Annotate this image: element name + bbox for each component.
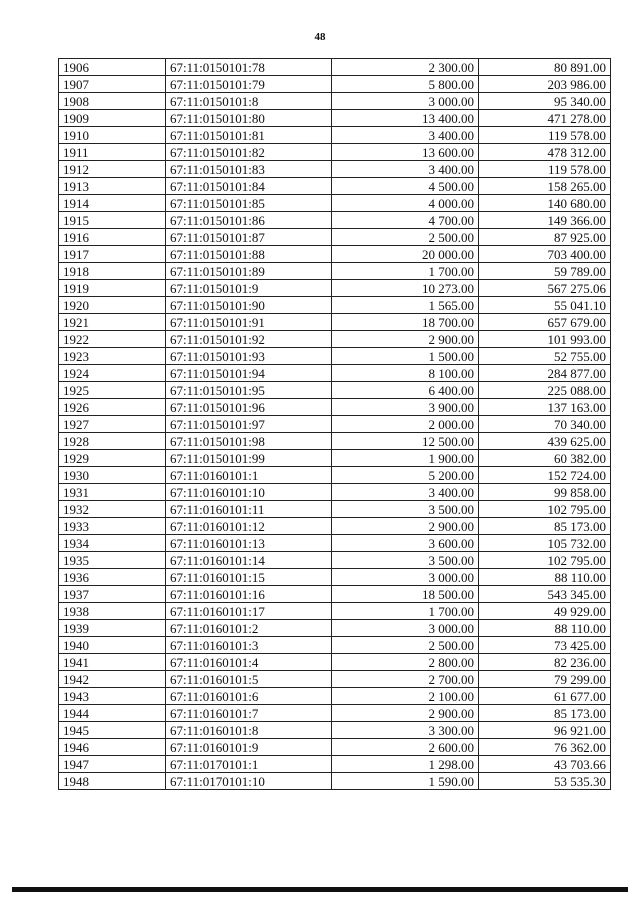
area-cell: 13 600.00 — [332, 144, 479, 161]
row-number-cell: 1927 — [59, 416, 166, 433]
row-number-cell: 1916 — [59, 229, 166, 246]
cadastral-number-cell: 67:11:0150101:8 — [166, 93, 332, 110]
table-row — [59, 773, 611, 790]
area-cell: 2 700.00 — [332, 671, 479, 688]
row-number-cell: 1931 — [59, 484, 166, 501]
area-cell: 1 590.00 — [332, 773, 479, 790]
cadastral-number-cell: 67:11:0160101:1 — [166, 467, 332, 484]
cadastral-number-cell: 67:11:0160101:12 — [166, 518, 332, 535]
cadastral-number-cell: 67:11:0160101:7 — [166, 705, 332, 722]
cadastral-number-cell: 67:11:0150101:95 — [166, 382, 332, 399]
table-row — [59, 127, 611, 144]
area-cell: 1 565.00 — [332, 297, 479, 314]
row-number-cell: 1910 — [59, 127, 166, 144]
table-row — [59, 76, 611, 93]
table-row — [59, 229, 611, 246]
land-registry-table — [58, 58, 611, 790]
table-row — [59, 59, 611, 76]
row-number-cell: 1912 — [59, 161, 166, 178]
area-cell: 18 500.00 — [332, 586, 479, 603]
area-cell: 6 400.00 — [332, 382, 479, 399]
value-cell: 203 986.00 — [479, 76, 611, 93]
cadastral-number-cell: 67:11:0160101:5 — [166, 671, 332, 688]
area-cell: 1 500.00 — [332, 348, 479, 365]
cadastral-number-cell: 67:11:0160101:16 — [166, 586, 332, 603]
value-cell: 80 891.00 — [479, 59, 611, 76]
value-cell: 703 400.00 — [479, 246, 611, 263]
table-row — [59, 705, 611, 722]
row-number-cell: 1940 — [59, 637, 166, 654]
area-cell: 5 800.00 — [332, 76, 479, 93]
value-cell: 88 110.00 — [479, 620, 611, 637]
table-row — [59, 535, 611, 552]
area-cell: 3 300.00 — [332, 722, 479, 739]
cadastral-number-cell: 67:11:0150101:91 — [166, 314, 332, 331]
area-cell: 1 298.00 — [332, 756, 479, 773]
area-cell: 2 500.00 — [332, 637, 479, 654]
value-cell: 140 680.00 — [479, 195, 611, 212]
table-row — [59, 161, 611, 178]
row-number-cell: 1941 — [59, 654, 166, 671]
value-cell: 73 425.00 — [479, 637, 611, 654]
area-cell: 3 400.00 — [332, 127, 479, 144]
area-cell: 3 500.00 — [332, 501, 479, 518]
table-row — [59, 467, 611, 484]
cadastral-number-cell: 67:11:0150101:85 — [166, 195, 332, 212]
value-cell: 99 858.00 — [479, 484, 611, 501]
area-cell: 2 900.00 — [332, 331, 479, 348]
cadastral-number-cell: 67:11:0160101:4 — [166, 654, 332, 671]
row-number-cell: 1918 — [59, 263, 166, 280]
cadastral-number-cell: 67:11:0150101:82 — [166, 144, 332, 161]
row-number-cell: 1908 — [59, 93, 166, 110]
row-number-cell: 1923 — [59, 348, 166, 365]
table-row — [59, 688, 611, 705]
value-cell: 567 275.06 — [479, 280, 611, 297]
cadastral-number-cell: 67:11:0150101:87 — [166, 229, 332, 246]
table-row — [59, 195, 611, 212]
table-row — [59, 280, 611, 297]
row-number-cell: 1917 — [59, 246, 166, 263]
table-row — [59, 331, 611, 348]
area-cell: 2 500.00 — [332, 229, 479, 246]
row-number-cell: 1946 — [59, 739, 166, 756]
table-body — [59, 59, 611, 790]
area-cell: 3 900.00 — [332, 399, 479, 416]
value-cell: 543 345.00 — [479, 586, 611, 603]
area-cell: 4 500.00 — [332, 178, 479, 195]
value-cell: 52 755.00 — [479, 348, 611, 365]
cadastral-number-cell: 67:11:0160101:15 — [166, 569, 332, 586]
table-row — [59, 518, 611, 535]
area-cell: 4 000.00 — [332, 195, 479, 212]
cadastral-number-cell: 67:11:0160101:9 — [166, 739, 332, 756]
row-number-cell: 1907 — [59, 76, 166, 93]
table-row — [59, 671, 611, 688]
table-row — [59, 212, 611, 229]
cadastral-number-cell: 67:11:0150101:9 — [166, 280, 332, 297]
table-row — [59, 552, 611, 569]
table-row — [59, 144, 611, 161]
table-row — [59, 263, 611, 280]
value-cell: 53 535.30 — [479, 773, 611, 790]
value-cell: 137 163.00 — [479, 399, 611, 416]
value-cell: 76 362.00 — [479, 739, 611, 756]
area-cell: 3 600.00 — [332, 535, 479, 552]
area-cell: 3 000.00 — [332, 93, 479, 110]
value-cell: 85 173.00 — [479, 518, 611, 535]
value-cell: 96 921.00 — [479, 722, 611, 739]
table-row — [59, 586, 611, 603]
area-cell: 8 100.00 — [332, 365, 479, 382]
cadastral-number-cell: 67:11:0150101:99 — [166, 450, 332, 467]
cadastral-number-cell: 67:11:0150101:94 — [166, 365, 332, 382]
area-cell: 4 700.00 — [332, 212, 479, 229]
row-number-cell: 1936 — [59, 569, 166, 586]
row-number-cell: 1935 — [59, 552, 166, 569]
row-number-cell: 1947 — [59, 756, 166, 773]
table-row — [59, 756, 611, 773]
row-number-cell: 1921 — [59, 314, 166, 331]
row-number-cell: 1911 — [59, 144, 166, 161]
value-cell: 102 795.00 — [479, 501, 611, 518]
area-cell: 5 200.00 — [332, 467, 479, 484]
cadastral-number-cell: 67:11:0150101:86 — [166, 212, 332, 229]
row-number-cell: 1932 — [59, 501, 166, 518]
area-cell: 2 900.00 — [332, 705, 479, 722]
row-number-cell: 1924 — [59, 365, 166, 382]
cadastral-number-cell: 67:11:0150101:89 — [166, 263, 332, 280]
cadastral-number-cell: 67:11:0150101:83 — [166, 161, 332, 178]
table-row — [59, 348, 611, 365]
value-cell: 61 677.00 — [479, 688, 611, 705]
value-cell: 82 236.00 — [479, 654, 611, 671]
row-number-cell: 1934 — [59, 535, 166, 552]
row-number-cell: 1937 — [59, 586, 166, 603]
value-cell: 119 578.00 — [479, 161, 611, 178]
area-cell: 1 700.00 — [332, 603, 479, 620]
cadastral-number-cell: 67:11:0150101:96 — [166, 399, 332, 416]
value-cell: 95 340.00 — [479, 93, 611, 110]
table-row — [59, 399, 611, 416]
cadastral-number-cell: 67:11:0170101:10 — [166, 773, 332, 790]
value-cell: 284 877.00 — [479, 365, 611, 382]
area-cell: 2 900.00 — [332, 518, 479, 535]
table-row — [59, 501, 611, 518]
row-number-cell: 1922 — [59, 331, 166, 348]
cadastral-number-cell: 67:11:0150101:88 — [166, 246, 332, 263]
table-row — [59, 739, 611, 756]
value-cell: 85 173.00 — [479, 705, 611, 722]
value-cell: 105 732.00 — [479, 535, 611, 552]
value-cell: 79 299.00 — [479, 671, 611, 688]
row-number-cell: 1913 — [59, 178, 166, 195]
table-row — [59, 110, 611, 127]
value-cell: 119 578.00 — [479, 127, 611, 144]
value-cell: 471 278.00 — [479, 110, 611, 127]
row-number-cell: 1915 — [59, 212, 166, 229]
area-cell: 2 600.00 — [332, 739, 479, 756]
table-row — [59, 620, 611, 637]
cadastral-number-cell: 67:11:0150101:92 — [166, 331, 332, 348]
table-row — [59, 603, 611, 620]
cadastral-number-cell: 67:11:0160101:14 — [166, 552, 332, 569]
value-cell: 55 041.10 — [479, 297, 611, 314]
value-cell: 657 679.00 — [479, 314, 611, 331]
area-cell: 18 700.00 — [332, 314, 479, 331]
table-row — [59, 484, 611, 501]
cadastral-number-cell: 67:11:0150101:79 — [166, 76, 332, 93]
value-cell: 88 110.00 — [479, 569, 611, 586]
area-cell: 20 000.00 — [332, 246, 479, 263]
value-cell: 70 340.00 — [479, 416, 611, 433]
table-row — [59, 722, 611, 739]
cadastral-number-cell: 67:11:0160101:17 — [166, 603, 332, 620]
area-cell: 12 500.00 — [332, 433, 479, 450]
table-row — [59, 382, 611, 399]
cadastral-number-cell: 67:11:0150101:81 — [166, 127, 332, 144]
cadastral-number-cell: 67:11:0170101:1 — [166, 756, 332, 773]
table-row — [59, 93, 611, 110]
row-number-cell: 1944 — [59, 705, 166, 722]
cadastral-number-cell: 67:11:0160101:6 — [166, 688, 332, 705]
value-cell: 478 312.00 — [479, 144, 611, 161]
row-number-cell: 1919 — [59, 280, 166, 297]
page-number: 48 — [314, 31, 326, 43]
table-row — [59, 433, 611, 450]
row-number-cell: 1948 — [59, 773, 166, 790]
area-cell: 1 900.00 — [332, 450, 479, 467]
row-number-cell: 1914 — [59, 195, 166, 212]
table-row — [59, 314, 611, 331]
cadastral-number-cell: 67:11:0150101:98 — [166, 433, 332, 450]
cadastral-number-cell: 67:11:0150101:78 — [166, 59, 332, 76]
table-row — [59, 450, 611, 467]
cadastral-number-cell: 67:11:0160101:11 — [166, 501, 332, 518]
table-row — [59, 246, 611, 263]
cadastral-number-cell: 67:11:0160101:8 — [166, 722, 332, 739]
row-number-cell: 1933 — [59, 518, 166, 535]
row-number-cell: 1945 — [59, 722, 166, 739]
value-cell: 43 703.66 — [479, 756, 611, 773]
cadastral-number-cell: 67:11:0150101:93 — [166, 348, 332, 365]
row-number-cell: 1938 — [59, 603, 166, 620]
row-number-cell: 1943 — [59, 688, 166, 705]
value-cell: 49 929.00 — [479, 603, 611, 620]
area-cell: 2 800.00 — [332, 654, 479, 671]
value-cell: 158 265.00 — [479, 178, 611, 195]
value-cell: 149 366.00 — [479, 212, 611, 229]
area-cell: 10 273.00 — [332, 280, 479, 297]
value-cell: 225 088.00 — [479, 382, 611, 399]
cadastral-number-cell: 67:11:0150101:97 — [166, 416, 332, 433]
value-cell: 87 925.00 — [479, 229, 611, 246]
cadastral-number-cell: 67:11:0160101:2 — [166, 620, 332, 637]
area-cell: 3 500.00 — [332, 552, 479, 569]
value-cell: 102 795.00 — [479, 552, 611, 569]
bottom-rule — [12, 887, 628, 892]
table-row — [59, 178, 611, 195]
area-cell: 3 000.00 — [332, 569, 479, 586]
area-cell: 3 400.00 — [332, 161, 479, 178]
value-cell: 152 724.00 — [479, 467, 611, 484]
cadastral-number-cell: 67:11:0150101:90 — [166, 297, 332, 314]
row-number-cell: 1906 — [59, 59, 166, 76]
value-cell: 60 382.00 — [479, 450, 611, 467]
cadastral-number-cell: 67:11:0160101:13 — [166, 535, 332, 552]
area-cell: 13 400.00 — [332, 110, 479, 127]
area-cell: 2 300.00 — [332, 59, 479, 76]
area-cell: 2 100.00 — [332, 688, 479, 705]
row-number-cell: 1920 — [59, 297, 166, 314]
table-row — [59, 569, 611, 586]
area-cell: 3 400.00 — [332, 484, 479, 501]
cadastral-number-cell: 67:11:0160101:10 — [166, 484, 332, 501]
row-number-cell: 1928 — [59, 433, 166, 450]
row-number-cell: 1942 — [59, 671, 166, 688]
row-number-cell: 1925 — [59, 382, 166, 399]
area-cell: 3 000.00 — [332, 620, 479, 637]
cadastral-number-cell: 67:11:0150101:80 — [166, 110, 332, 127]
row-number-cell: 1926 — [59, 399, 166, 416]
value-cell: 101 993.00 — [479, 331, 611, 348]
table-row — [59, 637, 611, 654]
row-number-cell: 1939 — [59, 620, 166, 637]
area-cell: 2 000.00 — [332, 416, 479, 433]
value-cell: 59 789.00 — [479, 263, 611, 280]
cadastral-number-cell: 67:11:0160101:3 — [166, 637, 332, 654]
table-row — [59, 297, 611, 314]
row-number-cell: 1929 — [59, 450, 166, 467]
table-row — [59, 416, 611, 433]
row-number-cell: 1909 — [59, 110, 166, 127]
cadastral-number-cell: 67:11:0150101:84 — [166, 178, 332, 195]
table-row — [59, 654, 611, 671]
value-cell: 439 625.00 — [479, 433, 611, 450]
area-cell: 1 700.00 — [332, 263, 479, 280]
table-row — [59, 365, 611, 382]
row-number-cell: 1930 — [59, 467, 166, 484]
